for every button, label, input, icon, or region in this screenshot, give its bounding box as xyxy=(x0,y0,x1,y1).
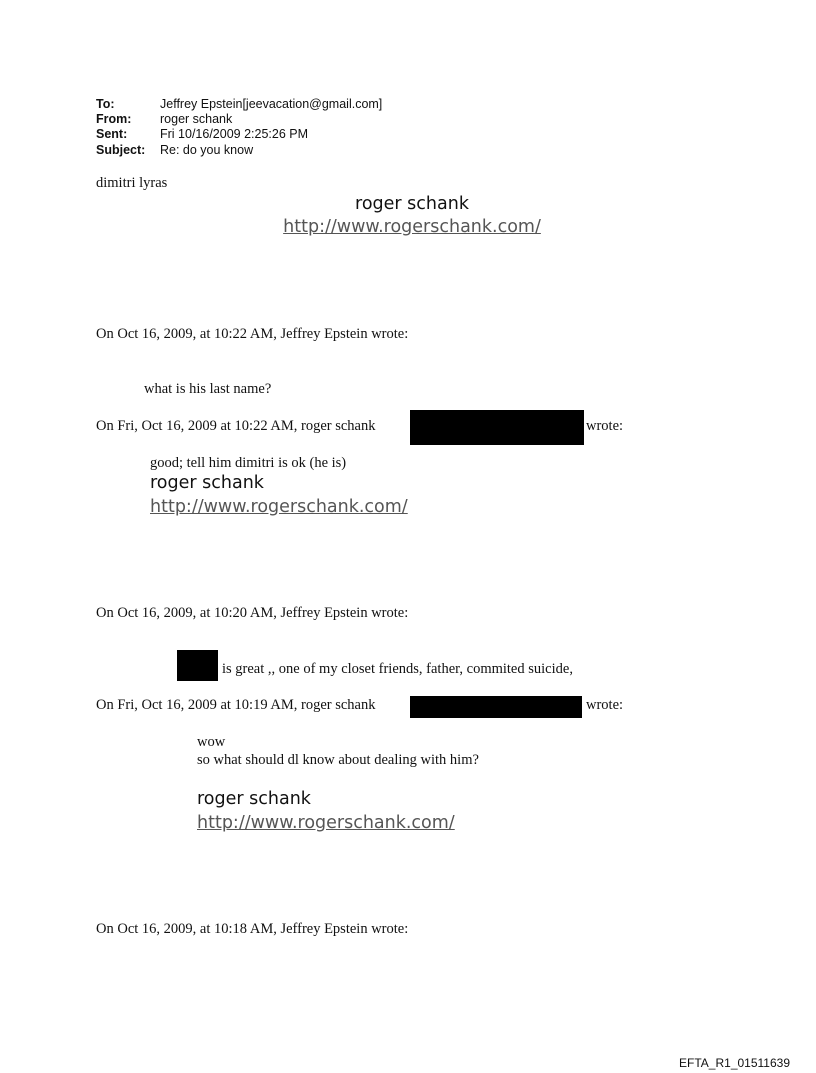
signature-link[interactable]: http://www.rogerschank.com/ xyxy=(150,497,408,517)
subject-label: Subject: xyxy=(96,143,146,157)
redaction-box xyxy=(410,410,584,445)
quote-line: so what should dl know about dealing with him? xyxy=(197,752,479,768)
subject-value: Re: do you know xyxy=(160,143,254,157)
redaction-box xyxy=(410,696,582,718)
sent-label: Sent: xyxy=(96,127,128,141)
signature-link[interactable]: http://www.rogerschank.com/ xyxy=(197,813,455,833)
signature-name: roger schank xyxy=(197,789,311,809)
document-id: EFTA_R1_01511639 xyxy=(679,1056,790,1070)
from-label: From: xyxy=(96,112,132,126)
quote-attribution: On Oct 16, 2009, at 10:22 AM, Jeffrey Epstein wrote: xyxy=(96,326,409,342)
quote-attribution-suffix: wrote: xyxy=(586,697,624,713)
quote-line: wow xyxy=(197,734,226,750)
redaction-box xyxy=(177,650,218,681)
quote-text: is great ,, one of my closet friends, father, commited suicide, xyxy=(222,661,573,677)
to-label: To: xyxy=(96,97,115,111)
quote-attribution-prefix: On Fri, Oct 16, 2009 at 10:22 AM, roger schank xyxy=(96,418,376,434)
signature-link[interactable]: http://www.rogerschank.com/ xyxy=(283,217,541,237)
quote-attribution-suffix: wrote: xyxy=(586,418,624,434)
quote-attribution: On Oct 16, 2009, at 10:20 AM, Jeffrey Epstein wrote: xyxy=(96,605,409,621)
to-value: Jeffrey Epstein[jeevacation@gmail.com] xyxy=(160,97,383,111)
sent-value: Fri 10/16/2009 2:25:26 PM xyxy=(160,127,309,141)
quote-text: what is his last name? xyxy=(144,381,272,397)
reply-text: dimitri lyras xyxy=(96,175,168,191)
from-value: roger schank xyxy=(160,112,233,126)
quote-attribution: On Oct 16, 2009, at 10:18 AM, Jeffrey Epstein wrote: xyxy=(96,921,409,937)
signature-name: roger schank xyxy=(355,194,469,214)
quote-text: good; tell him dimitri is ok (he is) xyxy=(150,455,347,471)
signature-name: roger schank xyxy=(150,473,264,493)
quote-attribution-prefix: On Fri, Oct 16, 2009 at 10:19 AM, roger schank xyxy=(96,697,376,713)
